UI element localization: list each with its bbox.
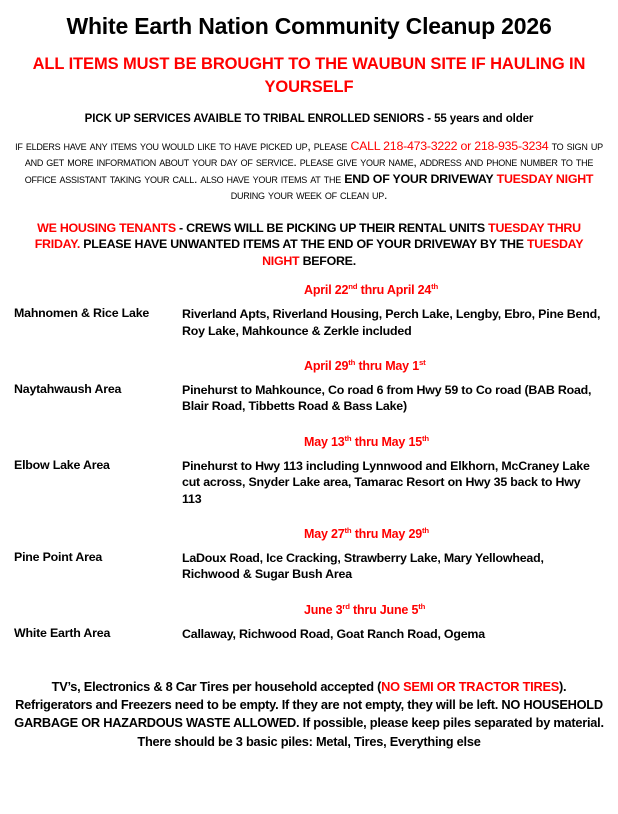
schedule-date-0 [0,283,618,297]
page-title: White Earth Nation Community Cleanup 2026 [66,13,552,39]
we-housing-days: TUESDAY THRU FRIDAY. [34,220,581,252]
date-prefix: June 3 [304,602,343,617]
date-ordinal-1: rd [342,601,350,611]
date-mid: thru May 29 [351,526,422,541]
schedule-description-0: Riverland Apts, Riverland Housing, Perch Lake, Lengby, Ebro, Pine Bend, Roy Lake, Mahkounce & Zerkle included [182,307,601,338]
elders-text-part1: if elders have any items you would like to have picked up, please [15,138,351,153]
schedule-area-4: White Earth Area [14,625,111,640]
we-housing-part2: PLEASE HAVE UNWANTED ITEMS AT THE END OF YOUR DRIVEWAY BY THE [80,237,527,252]
date-ordinal-2: th [431,282,439,292]
date-prefix: May 13 [304,434,345,449]
footer-part1: TV’s, Electronics & 8 Car Tires per household accepted ( [51,679,382,695]
date-prefix: April 22 [304,283,349,298]
date-ordinal-1: th [348,357,356,367]
date-mid: thru June 5 [349,602,419,617]
schedule-description-2: Pinehurst to Hwy 113 including Lynnwood and Elkhorn, McCraney Lake cut across, Snyder Lake area, Tamarac Resort on Hwy 35 back to Hwy 113 [182,458,590,506]
no-semi-tractor-tires-warning: NO SEMI OR TRACTOR TIRES [381,679,560,695]
schedule-date-2 [0,435,618,449]
schedule-row-2 [0,458,618,507]
driveway-emphasis: END OF YOUR DRIVEWAY [344,171,494,186]
date-prefix: April 29 [304,359,349,374]
schedule-description-1: Pinehurst to Mahkounce, Co road 6 from Hwy 59 to Co road (BAB Road, Blair Road, Tibbetts Road & Bass Lake) [182,383,592,414]
schedule-date-1 [0,359,618,373]
we-housing-part3: BEFORE. [299,253,356,268]
schedule-row-1 [0,382,618,415]
tuesday-night-emphasis: TUESDAY NIGHT [496,171,594,186]
date-prefix: May 27 [304,526,345,541]
date-ordinal-2: th [418,601,426,611]
we-housing-paragraph [22,220,596,270]
schedule-area-3: Pine Point Area [14,549,103,564]
schedule-row-3 [0,550,618,583]
date-mid: thru April 24 [357,283,432,298]
cleanup-schedule [0,283,618,642]
we-housing-part1: - CREWS WILL BE PICKING UP THEIR RENTAL UNITS [175,220,489,235]
schedule-description-4: Callaway, Richwood Road, Goat Ranch Road, Ogema [182,626,485,641]
schedule-date-4 [0,603,618,617]
date-ordinal-2: st [418,357,426,367]
date-ordinal-2: th [421,525,429,535]
schedule-area-2: Elbow Lake Area [14,457,110,472]
date-mid: thru May 1 [355,359,419,374]
pickup-services-subhead: PICK UP SERVICES AVAIBLE TO TRIBAL ENROLLED SENIORS - 55 years and older [84,112,534,125]
date-ordinal-1: nd [348,282,358,292]
footer-part2: ). Refrigerators and Freezers need to be empty. If they are not empty, they will be left. NO HOUSEHOLD GARBAGE OR HAZARDOUS WASTE ALLOWED. If possible, please keep piles separated by material. There should be 3 basic piles: Metal, Tires, Everything else [14,679,604,749]
elders-instructions-paragraph [14,138,604,204]
schedule-description-3: LaDoux Road, Ice Cracking, Strawberry Lake, Mary Yellowhead, Richwood & Sugar Bush Area [182,550,544,582]
date-mid: thru May 15 [351,434,422,449]
schedule-area-1: Naytahwaush Area [14,382,122,397]
we-housing-tenants-lead: WE HOUSING TENANTS [37,220,176,235]
flyer-page [0,14,618,814]
date-ordinal-1: th [344,433,352,443]
date-ordinal-2: th [421,433,429,443]
schedule-row-4 [0,626,618,642]
we-housing-night: TUESDAY NIGHT [262,237,584,268]
elders-text-part4: during your week of clean up. [230,188,388,203]
schedule-area-0: Mahnomen & Rice Lake [14,306,150,321]
accepted-items-note [14,678,604,751]
waubun-site-banner: ALL ITEMS MUST BE BROUGHT TO THE WAUBUN SITE IF HAULING IN YOURSELF [32,55,586,96]
schedule-date-3 [0,527,618,541]
schedule-row-0 [0,306,618,339]
date-ordinal-1: th [344,525,352,535]
elders-text-part2: to sign up and get more information about your day of service. please give your name, address and phone number to the office assistant taking your call. also have your items at the [24,138,603,186]
elders-phone-numbers: CALL 218-473-3222 or 218-935-3234 [350,138,549,153]
